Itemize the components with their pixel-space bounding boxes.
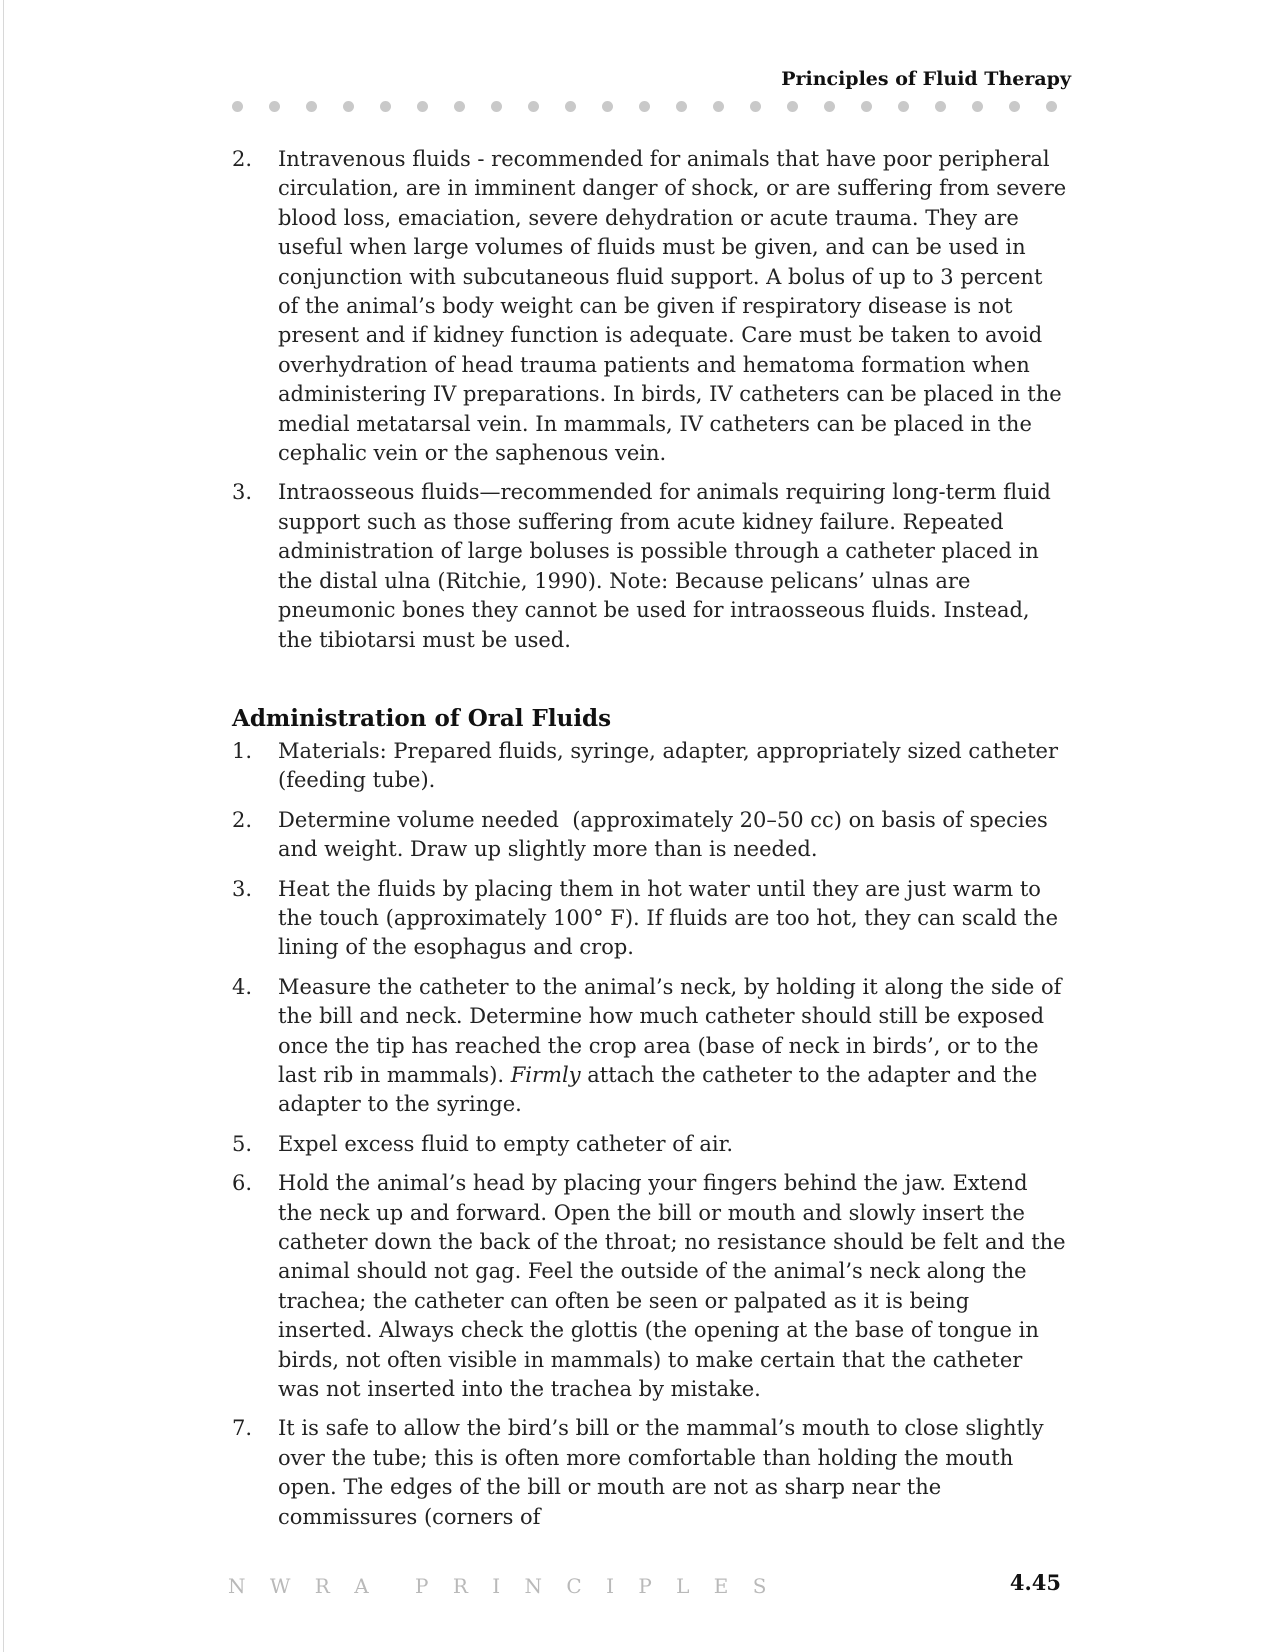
list-item-number: 2. [232,147,253,171]
list-item-text: It is safe to allow the bird’s bill or the mammal’s mouth to close slightly over the tube; this is often more comfortable than holding the mouth open. The edges of the bill or mouth are not as sharp near the commissures (corners of [278,1416,1044,1529]
footer-letter: P [638,1574,652,1598]
list-item-text: Hold the animal’s head by placing your fingers behind the jaw. Extend the neck up and forward. Open the bill or mouth and slowly insert the catheter down the back of the throat; no resistance should be felt and the animal should not gag. Feel the outside of the animal’s neck along the trachea; the catheter can often be seen or palpated as it is being inserted. Always check the glottis (the opening at the base of tongue in birds, not often visible in mammals) to make certain that the catheter was not inserted into the trachea by mistake. [278,1171,1066,1402]
list-item [232,478,1067,654]
dot [528,101,539,112]
footer-letter: N [228,1574,246,1598]
dot [565,101,576,112]
dot [750,101,761,112]
emphasis-text: Firmly [510,1062,581,1087]
list-item-text: Intravenous fluids - recommended for animals that have poor peripheral circulation, are in imminent danger of shock, or are suffering from severe blood loss, emaciation, severe dehydration or acute trauma. They are useful when large volumes of fluids must be given, and can be used in conjunction with subcutaneous fluid support. A bolus of up to 3 percent of the animal’s body weight can be given if respiratory disease is not present and if kidney function is adequate. Care must be taken to avoid overhydration of head trauma patients and hematoma formation when administering IV preparations. In birds, IV catheters can be placed in the medial metatarsal vein. In mammals, IV catheters can be placed in the cephalic vein or the saphenous vein. [278,147,1067,466]
text-run: Measure the catheter to the animal’s neck, by holding it along the side of the bill and neck. Determine how much catheter should still be exposed once the tip has reached the crop area (base of neck in birds’, or to the last rib in mammals). [278,974,1062,1087]
dot [787,101,798,112]
footer-letter: L [676,1574,690,1598]
list-item [232,875,1067,963]
dot [676,101,687,112]
list-item [232,1169,1067,1404]
list-item-text: Determine volume needed (approximately 20–50 cc) on basis of species and weight. Draw up slightly more than is needed. [278,807,1055,862]
dot [713,101,724,112]
footer-letter: W [269,1574,291,1598]
list-item [232,806,1067,865]
dot [343,101,354,112]
dot [935,101,946,112]
continued-list [232,145,1067,655]
footer-letter: N [524,1574,543,1598]
list-item-text: Heat the fluids by placing them in hot water until they are just warm to the touch (approximately 100° F). If fluids are too hot, they can scald the lining of the esophagus and crop. [278,876,1059,960]
footer-letter: P [415,1574,429,1598]
page-number: 4.45 [1009,1570,1061,1595]
list-item [232,737,1067,796]
text-run: attach the catheter to the adapter and the adapter to the syringe. [278,1062,1038,1117]
list-item-number: 7. [232,1416,253,1441]
dot [232,101,243,112]
list-item-text: Intraosseous fluids—recommended for animals requiring long-term fluid support such as those suffering from acute kidney failure. Repeated administration of large boluses is possible through a catheter placed in the distal ulna (Ritchie, 1990). Note: Because pelicans’ ulnas are pneumonic bones they cannot be used for intraosseous fluids. Instead, the tibiotarsi must be used. [278,480,1051,652]
list-item-number: 5. [232,1131,253,1156]
dot [602,101,613,112]
list-item [232,973,1067,1120]
dot [454,101,465,112]
dot [898,101,909,112]
page-edge-rule [3,0,4,1652]
footer-letter: C [566,1574,582,1598]
list-item-text: Materials: Prepared fluids, syringe, adapter, appropriately sized catheter (feeding tube). [278,738,1058,793]
list-item-number: 3. [232,480,253,505]
list-item [232,1414,1067,1532]
list-item [232,1130,1067,1159]
dot [639,101,650,112]
dot [380,101,391,112]
footer-letter: I [492,1574,501,1598]
running-header-title: Principles of Fluid Therapy [781,68,1071,90]
footer-letter: R [452,1574,468,1598]
footer-letter: I [606,1574,614,1598]
list-item-number: 2. [232,807,253,832]
list-item-number: 1. [232,738,253,763]
dot [491,101,502,112]
list-item [232,145,1067,468]
dot [269,101,280,112]
footer-letter: S [752,1574,767,1598]
footer-letter: E [713,1574,729,1598]
dot [306,101,317,112]
list-item-text: Expel excess fluid to empty catheter of air. [278,1131,733,1156]
list-item-text [278,973,1067,1120]
list-item-number: 3. [232,876,253,901]
dot [1009,101,1020,112]
dot [861,101,872,112]
dot [1046,101,1057,112]
footer-series-name [228,1574,784,1598]
list-item-number: 6. [232,1171,253,1196]
oral-fluids-steps [232,737,1067,1532]
dot [417,101,428,112]
dot [972,101,983,112]
header-dot-rule [232,101,1077,115]
footer-letter: A [354,1574,369,1598]
page-body [232,145,1067,1542]
list-item-number: 4. [232,974,253,999]
section-heading: Administration of Oral Fluids [232,704,612,732]
dot [824,101,835,112]
footer-letter: R [314,1574,330,1598]
